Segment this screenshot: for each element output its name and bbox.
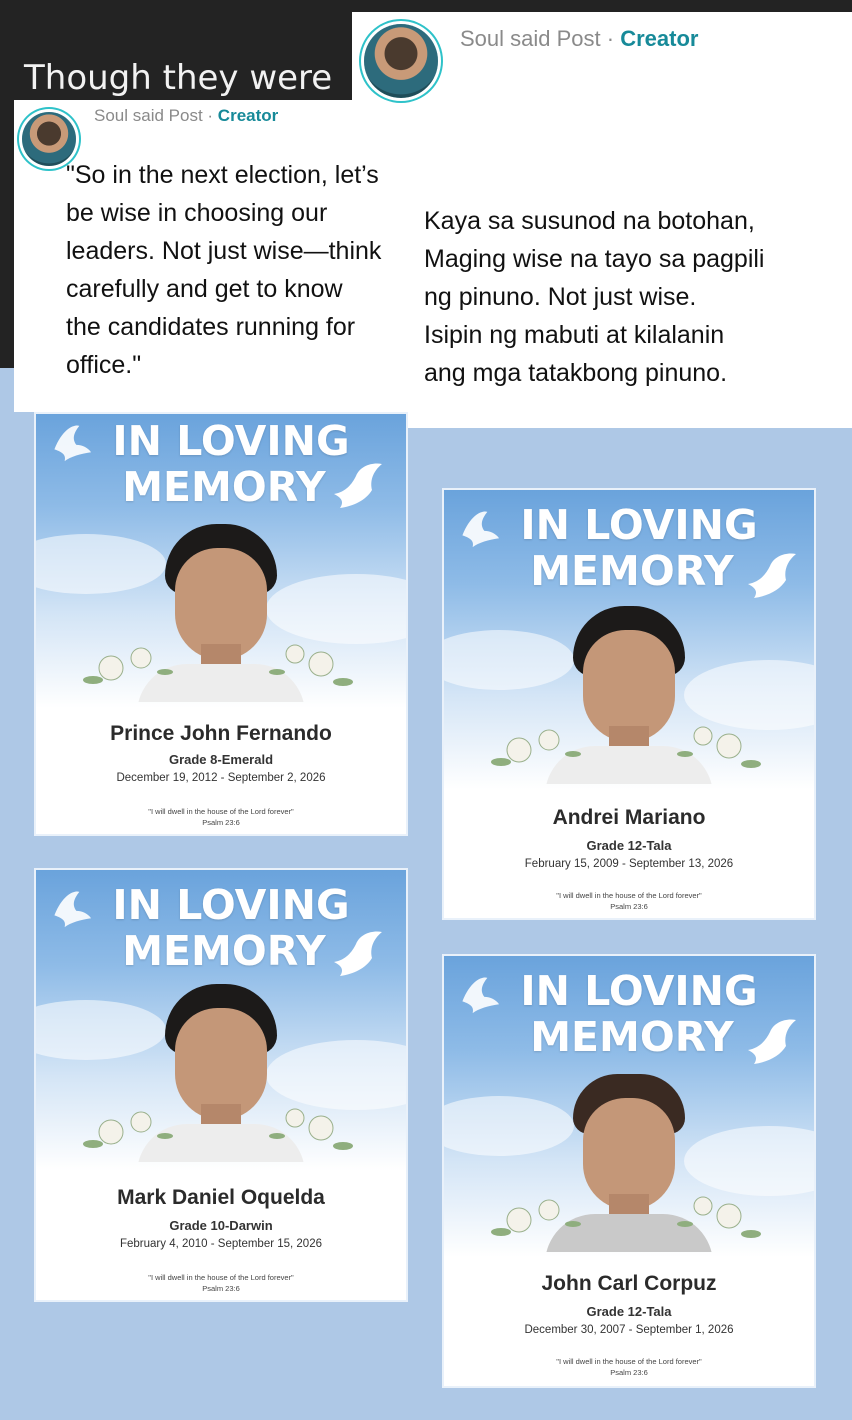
title-line-1: IN LOVING [520,967,758,1015]
memorial-grade: Grade 8-Emerald [168,752,274,767]
memorial-grade: Grade 10-Darwin [169,1218,273,1233]
memorial-verse-ref: Psalm 23:6 [610,902,648,911]
memorial-grade: Grade 12-Tala [586,1304,672,1319]
title-line-1: IN LOVING [112,417,350,465]
memorial-card-andrei-mariano[interactable] [444,490,814,918]
title-line-2: MEMORY [530,1013,734,1061]
flower-decoration [489,710,769,780]
title-line-2: MEMORY [122,927,326,975]
memorial-verse: "I will dwell in the house of the Lord forever" [556,1357,702,1366]
post-meta [460,26,698,52]
flower-decoration [81,1092,361,1162]
author-label[interactable]: Soul said Post [460,26,601,51]
memorial-dates: February 4, 2010 - September 15, 2026 [119,1238,322,1250]
memorial-verse: "I will dwell in the house of the Lord forever" [556,891,702,900]
post-text: "So in the next election, let’s be wise in choosing our leaders. Not just wise—think carefully and get to know the candidates running for office." [66,161,382,379]
title-line-2: MEMORY [122,463,326,511]
memorial-verse: "I will dwell in the house of the Lord forever" [148,807,294,816]
author-label[interactable]: Soul said Post [94,106,203,125]
memorial-name: John Carl Corpuz [541,1272,717,1295]
creator-badge: Creator [217,106,279,125]
memorial-verse-ref: Psalm 23:6 [202,818,240,827]
meta-separator: · [202,106,218,125]
flower-decoration [489,1180,769,1250]
memorial-name: Prince John Fernando [110,722,332,745]
title-line-1: IN LOVING [112,881,350,929]
memorial-card-john-carl-corpuz[interactable] [444,956,814,1386]
memorial-card-mark-daniel-oquelda[interactable] [36,870,406,1300]
creator-badge: Creator [620,26,699,51]
memorial-name: Mark Daniel Oquelda [117,1186,325,1209]
post-text: Kaya sa susunod na botohan, Maging wise na tayo sa pagpili ng pinuno. Not just wise. Isipin ng mabuti at kilalanin ang mga tatakbong pinuno. [424,207,765,387]
title-line-1: IN LOVING [520,501,758,549]
memorial-verse-ref: Psalm 23:6 [202,1284,240,1293]
memorial-title [36,882,406,974]
memorial-verse-ref: Psalm 23:6 [610,1368,648,1377]
avatar[interactable] [364,24,438,98]
memorial-title [36,418,406,510]
memorial-dates: December 19, 2012 - September 2, 2026 [116,772,326,784]
memorial-card-prince-john-fernando[interactable] [36,414,406,834]
memorial-grade: Grade 12-Tala [586,838,672,853]
memorial-verse: "I will dwell in the house of the Lord forever" [148,1273,294,1282]
memorial-title [444,502,814,594]
memorial-dates: February 15, 2009 - September 13, 2026 [524,858,734,870]
memorial-title [444,968,814,1060]
meta-separator: · [600,26,621,51]
flower-decoration [81,628,361,698]
post-meta [94,106,278,126]
title-line-2: MEMORY [530,547,734,595]
memorial-dates: December 30, 2007 - September 1, 2026 [524,1324,734,1336]
post-card-english[interactable] [14,100,382,412]
dark-heading-text: Though they were [24,58,333,98]
memorial-name: Andrei Mariano [552,806,706,829]
